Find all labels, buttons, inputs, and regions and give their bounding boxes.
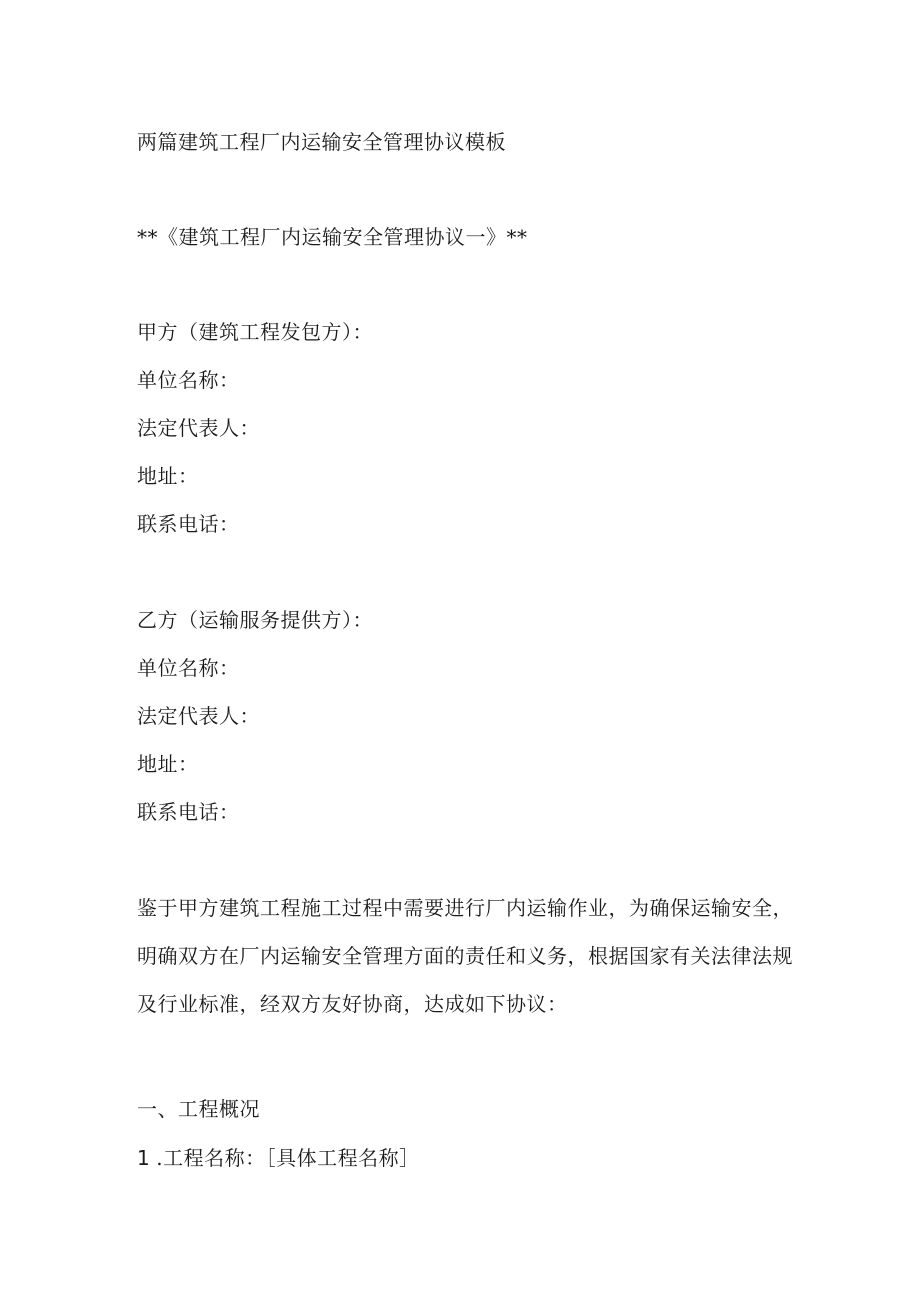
preamble-line-1: 鉴于甲方建筑工程施工过程中需要进行厂内运输作业，为确保运输安全， [137,896,793,920]
document-title: 两篇建筑工程厂内运输安全管理协议模板 [137,130,506,154]
party-a-heading: 甲方（建筑工程发包方）： [137,320,373,344]
item-text: .工程名称：［具体工程名称］ [156,1146,420,1170]
item-number: 1 [137,1146,151,1170]
party-a-address: 地址： [137,464,199,488]
agreement-subtitle: **《建筑工程厂内运输安全管理协议一》** [137,225,528,249]
party-b-unit-name: 单位名称： [137,656,240,680]
section-1-heading: 一、工程概况 [137,1097,260,1121]
party-b-phone: 联系电话： [137,800,240,824]
party-a-legal-rep: 法定代表人： [137,416,260,440]
party-b-heading: 乙方（运输服务提供方）： [137,608,373,632]
party-b-address: 地址： [137,752,199,776]
preamble-line-2: 明确双方在厂内运输安全管理方面的责任和义务，根据国家有关法律法规 [137,944,793,968]
party-b-legal-rep: 法定代表人： [137,704,260,728]
party-a-unit-name: 单位名称： [137,368,240,392]
section-1-item-1 [137,1146,420,1170]
preamble-line-3: 及行业标准，经双方友好协商，达成如下协议： [137,992,568,1016]
party-a-phone: 联系电话： [137,512,240,536]
